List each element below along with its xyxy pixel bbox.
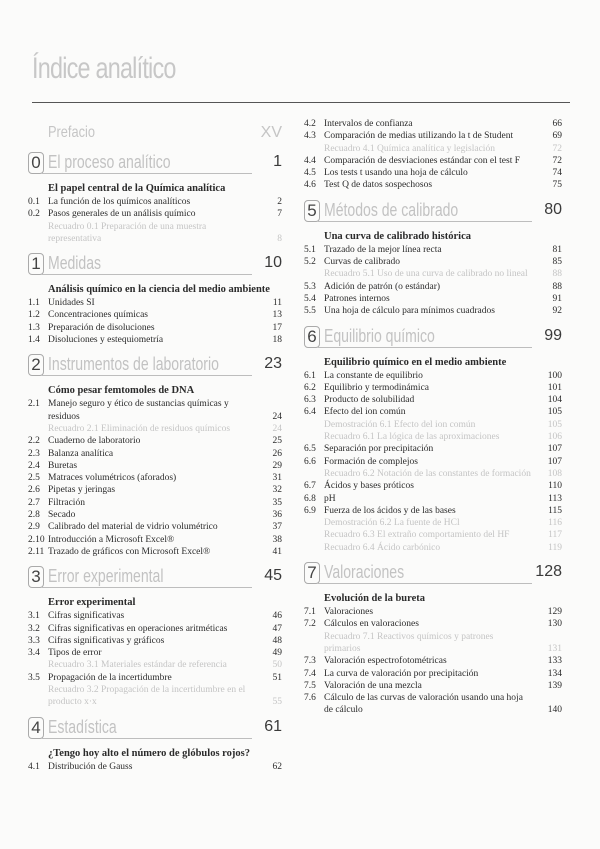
- section-title: Demostración 6.2 La fuente de HCl: [324, 518, 460, 529]
- page-number: 55: [272, 697, 282, 708]
- section-entry: [28, 521, 282, 533]
- section-title: Manejo seguro y ético de sustancias químicas y residuos: [48, 399, 229, 422]
- page-number: 51: [272, 672, 282, 683]
- page-number: 115: [548, 505, 562, 516]
- section-title: Cálculo de las curvas de valoración usando una hoja de cálculo: [324, 693, 523, 716]
- section-title: Introducción a Microsoft Excel®: [48, 534, 175, 545]
- chapter-heading: [304, 200, 562, 222]
- section-number: 2.11: [28, 546, 45, 557]
- page-number: 74: [552, 168, 562, 179]
- section-entry: [304, 394, 562, 406]
- section-title: Distribución de Gauss: [48, 761, 133, 772]
- page-number: 36: [272, 510, 282, 521]
- section-title: Test Q de datos sospechosos: [324, 180, 433, 191]
- page-number: 75: [552, 180, 562, 191]
- section-number: 2.9: [28, 522, 40, 533]
- section-entry: [304, 370, 562, 382]
- chapter-rule: [42, 587, 252, 588]
- section-title: Balanza analítica: [48, 448, 114, 459]
- chapter-feature: Equilibrio químico en el medio ambiente: [324, 356, 507, 368]
- box-entry: [28, 221, 282, 246]
- section-title: Unidades SI: [48, 298, 95, 309]
- section-number: 1.4: [28, 335, 40, 346]
- section-entry: [28, 460, 282, 472]
- section-entry: [28, 534, 282, 546]
- section-title: Recuadro 6.3 El extraño comportamiento del HF: [324, 530, 510, 541]
- page-number: 130: [547, 619, 562, 630]
- section-number: 5.1: [304, 244, 316, 255]
- chapter-number: 1: [28, 253, 44, 275]
- page-number: 81: [552, 244, 562, 255]
- section-number: 6.6: [304, 456, 316, 467]
- section-title: Recuadro 6.2 Notación de las constantes de formación: [324, 468, 531, 479]
- page-number: 48: [272, 635, 282, 646]
- section-number: 3.4: [28, 648, 40, 659]
- section-title: pH: [324, 493, 336, 504]
- page-number: 13: [272, 310, 282, 321]
- chapter-feature: Cómo pesar femtomoles de DNA: [48, 385, 195, 397]
- page-number: 129: [547, 607, 562, 618]
- section-title: Producto de solubilidad: [324, 395, 415, 406]
- section-entry: [304, 281, 562, 293]
- section-title: Curvas de calibrado: [324, 257, 400, 268]
- section-entry: [28, 610, 282, 622]
- section-entry: [28, 635, 282, 647]
- section-entry: [304, 293, 562, 305]
- section-title: Cuaderno de laboratorio: [48, 436, 141, 447]
- chapter-heading: [28, 253, 282, 275]
- section-entry: [304, 256, 562, 268]
- section-title: Recuadro 3.1 Materiales estándar de referencia: [48, 660, 227, 671]
- section-entry: [304, 692, 562, 717]
- section-number: 1.1: [28, 298, 40, 309]
- section-number: 0.2: [28, 209, 40, 220]
- page-number: 92: [552, 306, 562, 317]
- section-title: Comparación de medias utilizando la t de Student: [324, 131, 514, 142]
- page-number: 1: [273, 153, 282, 170]
- section-title: Valoraciones: [324, 607, 374, 618]
- page-number: 66: [552, 119, 562, 129]
- section-entry: [304, 493, 562, 505]
- section-title: Calibrado del material de vidrio volumétrico: [48, 522, 218, 533]
- section-entry: [304, 155, 562, 167]
- chapter-heading: [304, 326, 562, 348]
- section-entry: [28, 472, 282, 484]
- section-title: Recuadro 6.1 La lógica de las aproximaciones: [324, 432, 500, 443]
- page-number: 18: [272, 335, 282, 346]
- section-entry: [28, 672, 282, 684]
- page-number: 88: [552, 281, 562, 292]
- page-number: 31: [272, 473, 282, 484]
- section-entry: [304, 118, 562, 130]
- section-number: 1.3: [28, 322, 40, 333]
- section-number: 4.5: [304, 168, 316, 179]
- section-entry: [28, 297, 282, 309]
- chapter-number: 3: [28, 566, 44, 588]
- section-title: La curva de valoración por precipitación: [324, 668, 479, 679]
- page-number: 139: [547, 680, 562, 691]
- section-number: 6.9: [304, 505, 316, 516]
- section-title: Comparación de desviaciones estándar con el test F: [324, 155, 521, 166]
- box-entry: [28, 423, 282, 435]
- page-number: 110: [548, 481, 562, 492]
- chapter-number: 6: [304, 326, 320, 348]
- section-title: La constante de equilibrio: [324, 370, 423, 381]
- section-title: Demostración 6.1 Efecto del ion común: [324, 419, 476, 430]
- page-number: 117: [548, 530, 562, 541]
- chapter-heading: [304, 562, 562, 584]
- section-number: 2.8: [28, 510, 40, 521]
- chapter-number: 7: [304, 562, 320, 584]
- page-number: 91: [552, 293, 562, 304]
- section-entry: [28, 484, 282, 496]
- chapter-number: 0: [28, 152, 44, 174]
- section-title: Trazado de gráficos con Microsoft Excel®: [48, 546, 211, 557]
- section-title: Recuadro 7.1 Reactivos químicos y patrones primarios: [324, 631, 494, 654]
- section-title: Intervalos de confianza: [324, 119, 413, 129]
- section-entry: [304, 167, 562, 179]
- chapter-title: Valoraciones: [324, 562, 405, 583]
- section-number: 7.1: [304, 607, 316, 618]
- section-number: 3.3: [28, 635, 40, 646]
- chapter-feature: Error experimental: [48, 597, 136, 609]
- page-number: 140: [547, 705, 562, 716]
- page-number: 45: [264, 567, 282, 585]
- chapter-rule: [318, 221, 532, 222]
- page-number: 116: [548, 518, 562, 529]
- chapter-rule: [42, 173, 252, 174]
- section-title: Separación por precipitación: [324, 444, 434, 455]
- section-title: Ácidos y bases próticos: [324, 481, 414, 492]
- chapter-rule: [42, 375, 252, 376]
- chapter-title: Métodos de calibrado: [324, 199, 459, 220]
- chapter-feature: El papel central de la Química analítica: [48, 183, 226, 194]
- box-entry: [304, 542, 562, 554]
- section-title: Valoración espectrofotométricas: [324, 656, 447, 667]
- page-number: 85: [552, 257, 562, 268]
- section-number: 7.5: [304, 680, 316, 691]
- section-entry: [28, 448, 282, 460]
- section-number: 5.5: [304, 306, 316, 317]
- section-entry: [304, 130, 562, 142]
- section-entry: [304, 406, 562, 418]
- section-title: Cifras significativas y gráficos: [48, 635, 165, 646]
- section-number: 5.4: [304, 293, 316, 304]
- section-number: 7.4: [304, 668, 316, 679]
- chapter-feature: ¿Tengo hoy alto el número de glóbulos rojos?: [48, 747, 250, 759]
- section-entry: [304, 179, 562, 191]
- section-number: 2.4: [28, 460, 40, 471]
- section-title: Tipos de error: [48, 648, 102, 659]
- section-title: Recuadro 0.1 Preparación de una muestra representativa: [48, 221, 207, 244]
- page-number: 106: [547, 432, 562, 443]
- page-number: 10: [264, 254, 282, 272]
- section-number: 5.2: [304, 257, 316, 268]
- page-number: 8: [277, 233, 282, 244]
- section-number: 4.4: [304, 155, 316, 166]
- chapter-title: Instrumentos de laboratorio: [48, 354, 219, 375]
- section-number: 6.1: [304, 370, 316, 381]
- section-entry: [28, 309, 282, 321]
- chapter-feature: Análisis químico en la ciencia del medio ambiente: [48, 284, 270, 296]
- page-number: 69: [552, 131, 562, 142]
- page-number: 105: [547, 407, 562, 418]
- section-entry: [28, 761, 282, 773]
- section-title: Los tests t usando una hoja de cálculo: [324, 168, 468, 179]
- page-number: 29: [272, 460, 282, 471]
- section-title: Propagación de la incertidumbre: [48, 672, 172, 683]
- page-number: 99: [544, 326, 562, 344]
- section-entry: [304, 382, 562, 394]
- page-number: 35: [272, 497, 282, 508]
- section-entry: [304, 668, 562, 680]
- section-title: Efecto del ion común: [324, 407, 406, 418]
- section-title: Matraces volumétricos (aforados): [48, 473, 177, 484]
- section-number: 2.6: [28, 485, 40, 496]
- section-title: Equilibrio y termodinámica: [324, 382, 430, 393]
- chapter-rule: [42, 738, 252, 739]
- section-number: 6.5: [304, 444, 316, 455]
- section-title: Disoluciones y estequiometría: [48, 335, 164, 346]
- section-entry: [304, 505, 562, 517]
- section-title: Formación de complejos: [324, 456, 418, 467]
- box-entry: [304, 631, 562, 656]
- section-entry: [304, 618, 562, 630]
- section-title: Fuerza de los ácidos y de las bases: [324, 505, 456, 516]
- preface-label: Prefacio: [48, 124, 95, 141]
- section-number: 4.2: [304, 119, 316, 129]
- section-entry: [28, 647, 282, 659]
- section-number: 7.3: [304, 656, 316, 667]
- section-entry: [28, 623, 282, 635]
- section-number: 7.2: [304, 619, 316, 630]
- page-number: 25: [272, 436, 282, 447]
- section-number: 6.2: [304, 382, 316, 393]
- section-number: 1.2: [28, 310, 40, 321]
- section-entry: [304, 480, 562, 492]
- box-entry: [304, 431, 562, 443]
- section-title: Filtración: [48, 497, 85, 508]
- section-title: Una hoja de cálculo para mínimos cuadrados: [324, 306, 495, 317]
- section-entry: [304, 244, 562, 256]
- page-number: 17: [272, 322, 282, 333]
- section-entry: [304, 655, 562, 667]
- section-entry: [304, 456, 562, 468]
- section-title: Adición de patrón (o estándar): [324, 281, 441, 292]
- preface-entry: [28, 122, 282, 144]
- page-number: 101: [547, 382, 562, 393]
- section-number: 6.3: [304, 395, 316, 406]
- section-entry: [28, 435, 282, 447]
- page-number: 88: [552, 269, 562, 280]
- section-title: Preparación de disoluciones: [48, 322, 155, 333]
- section-number: 2.5: [28, 473, 40, 484]
- page-number: 133: [547, 656, 562, 667]
- section-title: Valoración de una mezcla: [324, 680, 422, 691]
- section-entry: [28, 398, 282, 423]
- chapter-feature: Una curva de calibrado histórica: [324, 230, 471, 242]
- box-entry: [28, 684, 282, 709]
- page-number: 37: [272, 522, 282, 533]
- page-number: 24: [272, 423, 282, 434]
- section-number: 4.6: [304, 180, 316, 191]
- page-number: 32: [272, 485, 282, 496]
- title-rule: [32, 102, 570, 103]
- chapter-number: 5: [304, 200, 320, 222]
- page-number: 61: [264, 717, 282, 735]
- page-number: 107: [547, 456, 562, 467]
- section-number: 3.1: [28, 611, 40, 622]
- section-number: 2.10: [28, 534, 45, 545]
- section-number: 6.4: [304, 407, 316, 418]
- box-entry: [304, 468, 562, 480]
- section-number: 7.6: [304, 693, 316, 704]
- chapter-title: El proceso analítico: [48, 152, 171, 172]
- chapter-title: Error experimental: [48, 566, 164, 587]
- chapter-title: Estadística: [48, 716, 117, 737]
- page-number: 26: [272, 448, 282, 459]
- section-entry: [28, 546, 282, 558]
- section-title: Buretas: [48, 460, 78, 471]
- page-number: 72: [552, 143, 562, 154]
- section-title: Recuadro 3.2 Propagación de la incertidumbre en el producto x·x: [48, 685, 246, 708]
- chapter-heading: [28, 717, 282, 739]
- page-number: 72: [552, 155, 562, 166]
- box-entry: [304, 268, 562, 280]
- chapter-rule: [318, 583, 532, 584]
- section-entry: [28, 334, 282, 346]
- section-title: Recuadro 6.4 Ácido carbónico: [324, 542, 441, 553]
- section-number: 5.3: [304, 281, 316, 292]
- page-number: 80: [544, 200, 562, 218]
- chapter-heading: [28, 354, 282, 376]
- section-title: Trazado de la mejor línea recta: [324, 244, 442, 255]
- page-number: 50: [272, 660, 282, 671]
- box-entry: [28, 659, 282, 671]
- section-title: Cifras significativas en operaciones aritméticas: [48, 623, 228, 634]
- section-title: Concentraciones químicas: [48, 310, 148, 321]
- chapter-number: 2: [28, 354, 44, 376]
- section-number: 2.2: [28, 436, 40, 447]
- chapter-heading: [28, 566, 282, 588]
- page-number: 24: [272, 411, 282, 422]
- page-number: 100: [547, 370, 562, 381]
- section-number: 4.1: [28, 761, 40, 772]
- page-number: 7: [277, 209, 282, 220]
- section-title: Cálculos en valoraciones: [324, 619, 419, 630]
- section-entry: [304, 443, 562, 455]
- page-number: 134: [547, 668, 562, 679]
- chapter-heading: [28, 152, 282, 174]
- page-number: 107: [547, 444, 562, 455]
- chapter-rule: [42, 274, 252, 275]
- section-number: 2.3: [28, 448, 40, 459]
- section-number: 3.5: [28, 672, 40, 683]
- page-number: 2: [277, 197, 282, 207]
- section-number: 6.8: [304, 493, 316, 504]
- page-number: 119: [548, 542, 562, 553]
- page-number: 49: [272, 648, 282, 659]
- page-title: Índice analítico: [32, 52, 176, 85]
- section-number: 4.3: [304, 131, 316, 142]
- section-number: 0.1: [28, 197, 40, 207]
- section-entry: [28, 322, 282, 334]
- section-number: 2.7: [28, 497, 40, 508]
- chapter-title: Medidas: [48, 253, 102, 274]
- page-number: 108: [547, 468, 562, 479]
- section-title: Pipetas y jeringas: [48, 485, 116, 496]
- page-number: 23: [264, 355, 282, 373]
- section-entry: [28, 509, 282, 521]
- chapter-feature: Evolución de la bureta: [324, 593, 426, 605]
- section-number: 6.7: [304, 481, 316, 492]
- box-entry: [304, 517, 562, 529]
- box-entry: [304, 419, 562, 431]
- toc-left-column: [28, 118, 282, 773]
- page-number: 11: [272, 298, 282, 309]
- section-title: Pasos generales de un análisis químico: [48, 209, 196, 220]
- section-number: 3.2: [28, 623, 40, 634]
- section-title: Recuadro 4.1 Química analítica y legislación: [324, 143, 495, 154]
- section-title: Cifras significativas: [48, 611, 125, 622]
- section-title: La función de los químicos analíticos: [48, 197, 191, 207]
- page-number: 131: [547, 643, 562, 654]
- section-title: Patrones internos: [324, 293, 390, 304]
- box-entry: [304, 529, 562, 541]
- page-number: 105: [547, 419, 562, 430]
- page-number: 41: [272, 546, 282, 557]
- section-entry: [28, 196, 282, 208]
- chapter-number: 4: [28, 717, 44, 739]
- page-number: XV: [260, 124, 282, 141]
- chapter-title: Equilibrio químico: [324, 325, 435, 346]
- page-number: 47: [272, 623, 282, 634]
- page-number: 62: [272, 761, 282, 772]
- page-number: 128: [535, 563, 562, 581]
- section-title: Secado: [48, 510, 76, 521]
- section-entry: [28, 208, 282, 220]
- page-number: 38: [272, 534, 282, 545]
- chapter-rule: [318, 347, 532, 348]
- page-number: 46: [272, 611, 282, 622]
- section-title: Recuadro 5.1 Uso de una curva de calibrado no lineal: [324, 269, 528, 280]
- section-title: Recuadro 2.1 Eliminación de residuos químicos: [48, 423, 231, 434]
- section-entry: [304, 606, 562, 618]
- section-entry: [304, 305, 562, 317]
- section-entry: [304, 680, 562, 692]
- section-entry: [28, 497, 282, 509]
- box-entry: [304, 143, 562, 155]
- page-number: 104: [547, 395, 562, 406]
- toc-right-column: [304, 118, 562, 717]
- section-number: 2.1: [28, 399, 40, 410]
- page-number: 113: [548, 493, 562, 504]
